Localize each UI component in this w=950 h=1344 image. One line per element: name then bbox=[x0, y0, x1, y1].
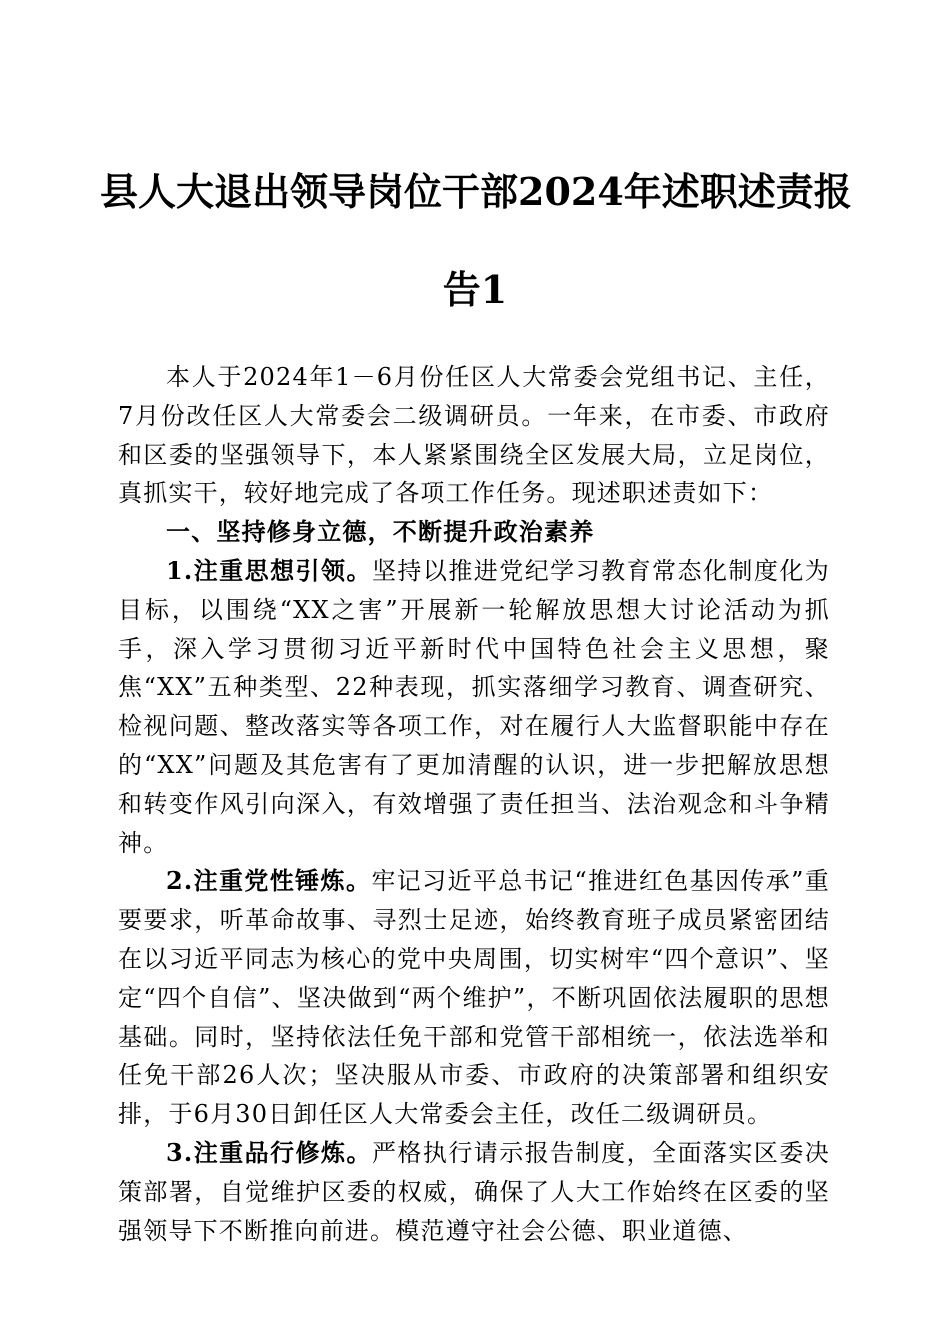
item-text-1: 坚持以推进党纪学习教育常态化制度化为目标，以围绕“XX之害”开展新一轮解放思想大讨论活动为抓手，深入学习贯彻习近平新时代中国特色社会主义思想，聚焦“XX”五种类型、22种表现，抓实落细学习教育、调查研究、检视问题、整改落实等各项工作，对在履行人大监督职能中存在的“XX”问题及其危害有了更加清醒的认识，进一步把解放思想和转变作风引向深入，有效增强了责任担当、法治观念和斗争精神。 bbox=[118, 556, 830, 857]
intro-paragraph: 本人于2024年1－6月份任区人大常委会党组书记、主任，7月份改任区人大常委会二级调研员。一年来，在市委、市政府和区委的坚强领导下，本人紧紧围绕全区发展大局，立足岗位，真抓实干，较好地完成了各项工作任务。现述职述责如下： bbox=[118, 363, 830, 508]
item-paragraph-1 bbox=[118, 552, 830, 862]
document-body bbox=[118, 358, 830, 1250]
item-lead-1: 1.注重思想引领。 bbox=[166, 555, 372, 585]
section-heading-1: 一、坚持修身立德，不断提升政治素养 bbox=[166, 517, 595, 547]
item-lead-3: 3.注重品行修炼。 bbox=[166, 1137, 372, 1167]
document-title-line-1: 县人大退出领导岗位干部2024年述职述责报 bbox=[100, 169, 852, 214]
item-text-3: 严格执行请示报告制度，全面落实区委决策部署，自觉维护区委的权威，确保了人大工作始终在区委的坚强领导下不断推向前进。模范遵守社会公德、职业道德、 bbox=[118, 1138, 830, 1245]
document-title-line-2: 告1 bbox=[442, 267, 508, 312]
item-lead-2: 2.注重党性锤炼。 bbox=[166, 866, 372, 896]
item-text-2: 牢记习近平总书记“推进红色基因传承”重要要求，听革命故事、寻烈士足迹，始终教育班子成员紧密团结在以习近平同志为核心的党中央周围，切实树牢“四个意识”、坚定“四个自信”、坚决做到“两个维护”，不断巩固依法履职的思想基础。同时，坚持依法任免干部和党管干部相统一，依法选举和任免干部26人次；坚决服从市委、市政府的决策部署和组织安排，于6月30日卸任区人大常委会主任，改任二级调研员。 bbox=[118, 867, 831, 1129]
item-paragraph-2 bbox=[118, 862, 830, 1134]
item-paragraph-3 bbox=[118, 1134, 830, 1250]
